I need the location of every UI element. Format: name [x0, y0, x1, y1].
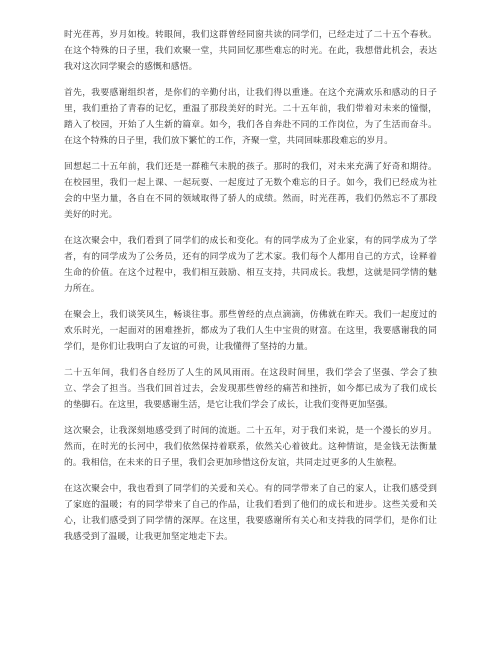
paragraph: 时光荏苒，岁月如梭。转眼间，我们这群曾经同窗共读的同学们，已经走过了二十五个春秋。在这个特殊的日子里，我们欢聚一堂，共同回忆那些难忘的时光。在此，我想借此机会，表达我对这次同学聚会的感慨和感悟。: [64, 30, 437, 72]
paragraph: 这次聚会，让我深刻地感受到了时间的流逝。二十五年，对于我们来说，是一个漫长的岁月。然而，在时光的长河中，我们依然保持着联系，依然关心着彼此。这种情谊，是金钱无法衡量的。我相信，在未来的日子里，我们会更加珍惜这份友谊，共同走过更多的人生旅程。: [64, 426, 437, 468]
paragraph: 在这次聚会中，我们看到了同学们的成长和变化。有的同学成为了企业家，有的同学成为了学者，有的同学成为了公务员，还有的同学成为了艺术家。我们每个人都用自己的方式，诠释着生命的价值。在这个过程中，我们相互鼓励、相互支持，共同成长。我想，这就是同学情的魅力所在。: [64, 236, 437, 294]
paragraph: 在聚会上，我们谈笑风生，畅谈往事。那些曾经的点点滴滴，仿佛就在昨天。我们一起度过的欢乐时光，一起面对的困难挫折，都成为了我们人生中宝贵的财富。在这里，我要感谢我的同学们，是你们让我明白了友谊的可贵，让我懂得了坚持的力量。: [64, 310, 437, 352]
paragraph: 二十五年间，我们各自经历了人生的风风雨雨。在这段时间里，我们学会了坚强、学会了独立、学会了担当。当我们回首过去，会发现那些曾经的痛苦和挫折，如今都已成为了我们成长的垫脚石。在这里，我要感谢生活，是它让我们学会了成长，让我们变得更加坚强。: [64, 368, 437, 410]
paragraph: 在这次聚会中，我也看到了同学们的关爱和关心。有的同学带来了自己的家人，让我们感受到了家庭的温暖；有的同学带来了自己的作品，让我们看到了他们的成长和进步。这些关爱和关心，让我们感受到了同学情的深厚。在这里，我要感谢所有关心和支持我的同学们，是你们让我感受到了温暖，让我更加坚定地走下去。: [64, 484, 437, 542]
document-body: [64, 27, 437, 555]
paragraph: 回想起二十五年前，我们还是一群稚气未脱的孩子。那时的我们，对未来充满了好奇和期待。在校园里，我们一起上课、一起玩耍、一起度过了无数个难忘的日子。如今，我们已经成为社会的中坚力量，各自在不同的领域取得了骄人的成绩。然而，时光荏苒，我们仍然忘不了那段美好的时光。: [64, 162, 437, 220]
paragraph: 首先，我要感谢组织者，是你们的辛勤付出，让我们得以重逢。在这个充满欢乐和感动的日子里，我们重拾了青春的记忆，重温了那段美好的时光。二十五年前，我们带着对未来的憧憬，踏入了校园，开始了人生新的篇章。如今，我们各自奔赴不同的工作岗位，为了生活而奋斗。在这个特殊的日子里，我们放下繁忙的工作，齐聚一堂，共同回味那段难忘的岁月。: [64, 88, 437, 146]
